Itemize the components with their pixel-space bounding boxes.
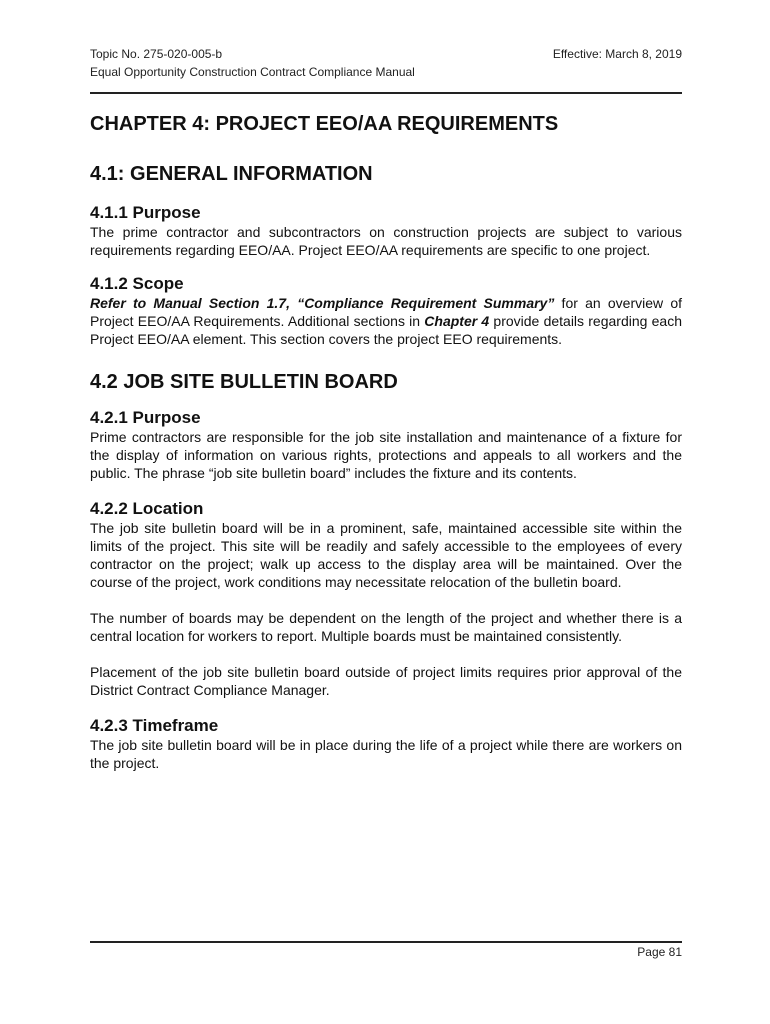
manual-title: Equal Opportunity Construction Contract Compliance Manual [90,65,415,79]
subsection-heading-4-2-1: 4.2.1 Purpose [90,408,201,427]
paragraph-4-2-1: Prime contractors are responsible for the job site installation and maintenance of a fixture for the display of information on various rights, protections and appeals to all workers and the public. The phrase “job site bulletin board” includes the fixture and its contents. [90,429,682,481]
header-divider [90,92,682,94]
subsection-heading-4-2-3: 4.2.3 Timeframe [90,716,219,735]
document-page [90,0,682,1024]
subsection-heading-4-2-2: 4.2.2 Location [90,499,204,518]
subsection-heading-4-1-2: 4.1.2 Scope [90,274,184,293]
paragraph-4-2-3: The job site bulletin board will be in place during the life of a project while there are workers on the project. [90,737,682,771]
topic-number: Topic No. 275-020-005-b [90,47,223,61]
paragraph-4-2-2-c: Placement of the job site bulletin board outside of project limits requires prior approval of the District Contract Compliance Manager. [90,664,682,698]
paragraph-4-1-2: Refer to Manual Section 1.7, “Compliance Requirement Summary” for an overview of Project EEO/AA Requirements. Additional sections in Chapter 4 provide details regarding each Project EEO/AA element. This section covers the project EEO requirements. [90,295,683,347]
section-heading-4-2: 4.2 JOB SITE BULLETIN BOARD [90,371,398,393]
page-number: Page 81 [637,945,682,959]
document-body [90,110,682,772]
effective-date: Effective: March 8, 2019 [552,47,682,61]
paragraph-4-2-2-b: The number of boards may be dependent on the length of the project and whether there is a central location for workers to report. Multiple boards must be maintained consistently. [90,610,682,644]
subsection-heading-4-1-1: 4.1.1 Purpose [90,203,201,222]
section-heading-4-1: 4.1: GENERAL INFORMATION [90,163,373,185]
paragraph-4-2-2-a: The job site bulletin board will be in a prominent, safe, maintained accessible site within the limits of the project. This site will be readily and safely accessible to the employees of every contractor on the project; walk up access to the display area will be maintained. Over the course of the project, work conditions may necessitate relocation of the bulletin board. [90,520,682,590]
scope-reference: Refer to Manual Section 1.7, “Compliance Requirement Summary” [90,295,555,311]
chapter-title: CHAPTER 4: PROJECT EEO/AA REQUIREMENTS [90,113,559,135]
footer-divider [90,941,682,943]
paragraph-4-1-1: The prime contractor and subcontractors on construction projects are subject to various requirements regarding EEO/AA. Project EEO/AA requirements are specific to one project. [90,224,682,258]
chapter-reference: Chapter 4 [424,313,490,329]
